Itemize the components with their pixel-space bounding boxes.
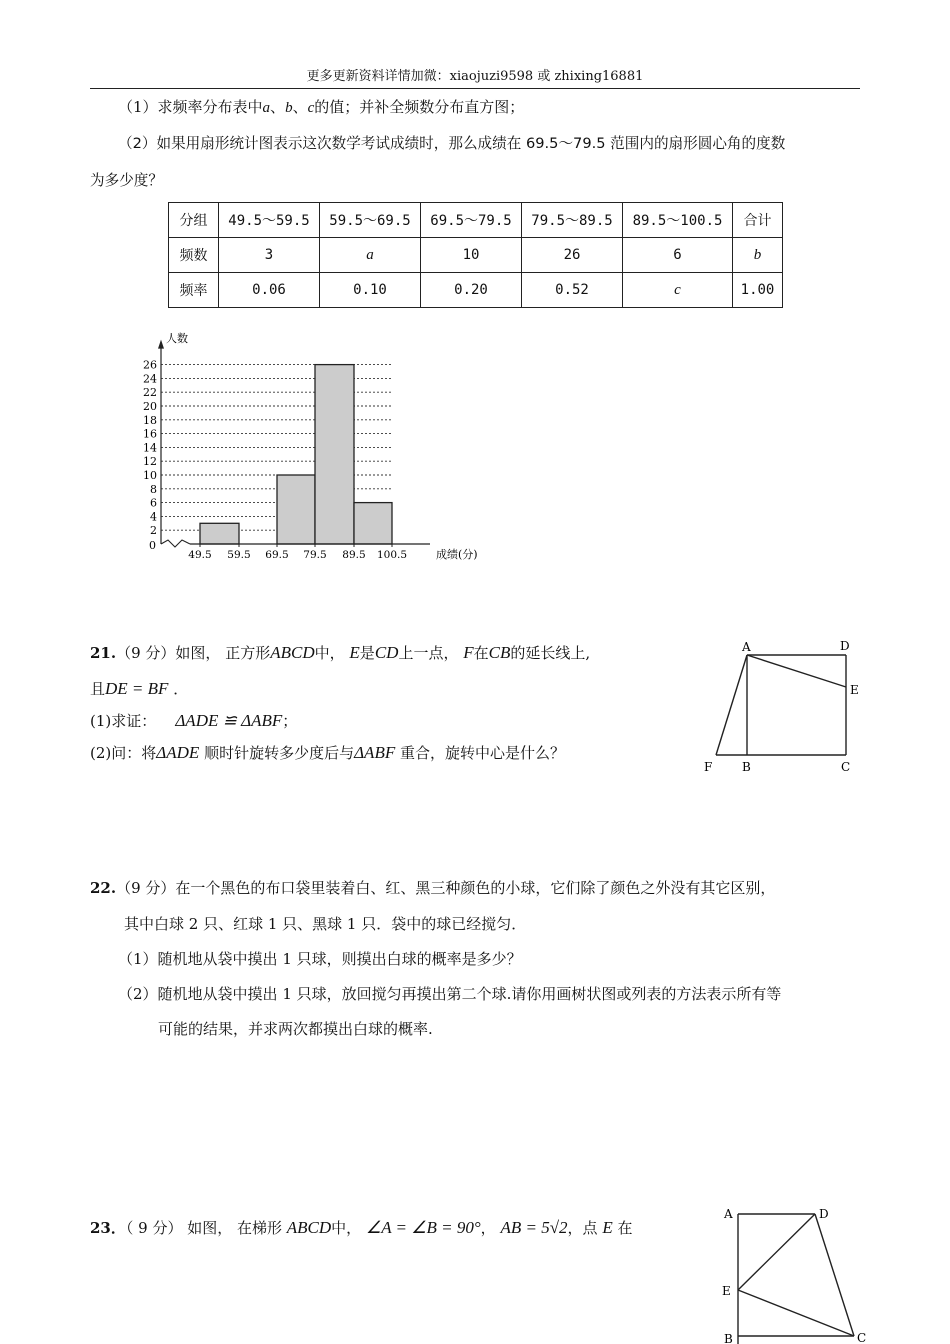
label-b: B xyxy=(724,1332,733,1344)
q21-text: 正方形 xyxy=(225,644,271,662)
q21-text: 且 xyxy=(90,680,106,698)
question-number: 22. xyxy=(90,879,117,897)
q23-line1 xyxy=(90,1217,633,1239)
table-cell: 3 xyxy=(219,238,320,273)
q23-text: ，点 xyxy=(567,1219,598,1237)
question-number: 21. xyxy=(90,644,117,662)
q23-figure-trapezoid xyxy=(715,1202,875,1344)
q23-text: （ 9 分） 如图， 在梯形 xyxy=(125,1219,282,1237)
math-e: E xyxy=(602,1218,613,1237)
table-cell: 10 xyxy=(421,238,522,273)
table-cell: 49.5～59.5 xyxy=(219,203,320,238)
histogram-bar xyxy=(200,523,239,544)
y-tick-label: 0 xyxy=(149,539,156,552)
table-cell: 0.10 xyxy=(320,273,421,308)
label-c: C xyxy=(857,1331,867,1344)
math-angles: ∠A = ∠B = 90° xyxy=(365,1218,481,1237)
x-tick-label: 69.5 xyxy=(265,549,289,561)
y-tick-label: 22 xyxy=(143,386,157,400)
table-cell: 89.5～100.5 xyxy=(623,203,733,238)
q22-line1 xyxy=(90,877,775,899)
q22-line5: 可能的结果，并求两次都摸出白球的概率. xyxy=(158,1020,433,1038)
question-number: 23． xyxy=(90,1219,126,1237)
x-tick-label: 59.5 xyxy=(227,549,251,561)
q22-text: （9 分）在一个黑色的布口袋里装着白、红、黑三种颜色的小球，它们除了颜色之外没有其它区别， xyxy=(116,879,776,897)
frequency-table xyxy=(168,202,783,308)
label-c: C xyxy=(841,760,851,774)
frequency-histogram xyxy=(130,325,510,565)
table-cell: a xyxy=(320,238,421,273)
var-b: b xyxy=(285,100,293,116)
label-e: E xyxy=(722,1284,731,1298)
math-e: E xyxy=(349,643,360,662)
y-tick-label: 24 xyxy=(143,372,157,386)
segment-ed xyxy=(738,1214,815,1290)
label-b: B xyxy=(742,760,751,774)
bars xyxy=(200,365,392,544)
separator: 、 xyxy=(270,98,286,116)
math-de-eq-bf: DE = BF xyxy=(105,679,169,698)
label-a: A xyxy=(724,1207,733,1221)
y-tick-label: 8 xyxy=(150,482,157,496)
segment-ae xyxy=(747,655,846,687)
q21-line3 xyxy=(90,710,297,732)
table-cell: 频率 xyxy=(169,273,219,308)
y-tick-label: 16 xyxy=(143,427,157,441)
segment-ec xyxy=(738,1290,854,1336)
q20-part1-text: （1）求频率分布表中 xyxy=(118,98,263,116)
q21-text: 的延长线上, xyxy=(510,644,591,662)
table-cell: 0.52 xyxy=(522,273,623,308)
q21-text: (2)问：将 xyxy=(90,744,157,762)
table-header-row xyxy=(169,203,783,238)
q21-line1 xyxy=(90,642,590,664)
q21-text: (1)求证： xyxy=(90,712,157,730)
q22-line4: （2）随机地从袋中摸出 1 只球，放回搅匀再摸出第二个球.请你用画树状图或列表的方法表示所有等 xyxy=(118,985,782,1003)
q21-text: ． xyxy=(173,680,189,698)
q21-line4 xyxy=(90,742,565,764)
table-cell: 59.5～69.5 xyxy=(320,203,421,238)
q23-text: 中， xyxy=(331,1219,362,1237)
x-tick-label: 49.5 xyxy=(188,549,212,561)
label-e: E xyxy=(850,683,859,697)
label-a: A xyxy=(742,640,751,654)
table-cell: 0.06 xyxy=(219,273,320,308)
table-cell: 26 xyxy=(522,238,623,273)
x-tick-label: 79.5 xyxy=(303,549,327,561)
histogram-bar xyxy=(315,365,354,544)
page-header: 更多更新资料详情加微：xiaojuzi9598 或 zhixing16881 xyxy=(306,69,644,84)
segment-dc xyxy=(815,1214,854,1336)
table-cell: c xyxy=(623,273,733,308)
y-tick-label: 10 xyxy=(143,469,157,482)
q23-text: 在 xyxy=(617,1219,633,1237)
y-tick-label: 2 xyxy=(150,524,157,538)
table-cell: 1.00 xyxy=(733,273,783,308)
x-axis-title: 成绩(分) xyxy=(436,548,478,561)
q21-text: 中， xyxy=(314,644,345,662)
math-f: F xyxy=(463,643,474,662)
var-a: a xyxy=(262,100,271,116)
table-cell: b xyxy=(733,238,783,273)
math-congruence: ΔADE ≌ ΔABF xyxy=(175,711,283,730)
label-d: D xyxy=(819,1207,829,1221)
q21-text: 是 xyxy=(359,644,375,662)
y-tick-label: 20 xyxy=(143,400,157,413)
histogram-bar xyxy=(277,475,315,544)
y-tick-label: 4 xyxy=(150,510,157,524)
q22-line3: （1）随机地从袋中摸出 1 只球，则摸出白球的概率是多少？ xyxy=(118,950,522,968)
table-cell: 69.5～79.5 xyxy=(421,203,522,238)
y-axis-arrow xyxy=(158,340,164,349)
var-c: c xyxy=(307,100,315,116)
table-cell: 频数 xyxy=(169,238,219,273)
q21-score: （9 分）如图， xyxy=(116,644,221,662)
q21-text: 重合，旋转中心是什么？ xyxy=(400,744,566,762)
q21-line2 xyxy=(90,678,188,700)
math-triangle-ade: ΔADE xyxy=(156,743,200,762)
table-cell: 合计 xyxy=(733,203,783,238)
q21-text: 上一点， xyxy=(398,644,459,662)
math-abcd: ABCD xyxy=(286,1218,332,1237)
x-tick-label: 89.5 xyxy=(342,549,366,561)
header-rule xyxy=(90,88,860,89)
y-tick-label: 12 xyxy=(143,455,157,469)
y-tick-label: 18 xyxy=(143,413,157,427)
separator: 、 xyxy=(292,98,308,116)
q21-text: ； xyxy=(282,712,298,730)
y-tick-label: 26 xyxy=(143,358,157,372)
q20-part2-line2: 为多少度？ xyxy=(90,172,163,189)
y-tick-label: 6 xyxy=(150,496,157,510)
math-abcd: ABCD xyxy=(270,643,315,662)
math-cb: CB xyxy=(488,643,511,662)
q21-text: 顺时针旋转多少度后与 xyxy=(204,744,355,762)
label-d: D xyxy=(840,639,850,653)
math-cd: CD xyxy=(374,643,399,662)
q23-text: ， xyxy=(480,1219,496,1237)
table-row xyxy=(169,273,783,308)
table-row xyxy=(169,238,783,273)
table-cell: 0.20 xyxy=(421,273,522,308)
x-tick-label: 100.5 xyxy=(376,549,408,561)
q20-part2-line1: （2）如果用扇形统计图表示这次数学考试成绩时，那么成绩在 69.5～79.5 范围内的扇形圆心角的度数 xyxy=(118,135,786,152)
q20-part1 xyxy=(118,96,524,119)
y-axis-title: 人数 xyxy=(166,332,188,345)
q20-part1-text-end: 的值；并补全频数分布直方图； xyxy=(314,98,525,116)
q22-line2: 其中白球 2 只、红球 1 只、黑球 1 只．袋中的球已经搅匀． xyxy=(124,915,527,933)
math-ab-length: AB = 5√2 xyxy=(500,1218,568,1237)
table-cell: 6 xyxy=(623,238,733,273)
label-f: F xyxy=(704,760,713,774)
axis-break-zigzag xyxy=(161,540,190,547)
table-cell: 79.5～89.5 xyxy=(522,203,623,238)
q21-figure-square xyxy=(700,636,870,776)
segment-af xyxy=(716,655,747,755)
histogram-bar xyxy=(354,503,392,544)
table-cell: 分组 xyxy=(169,203,219,238)
y-tick-label: 14 xyxy=(143,441,157,455)
math-triangle-abf: ΔABF xyxy=(354,743,396,762)
q21-text: 在 xyxy=(473,644,489,662)
